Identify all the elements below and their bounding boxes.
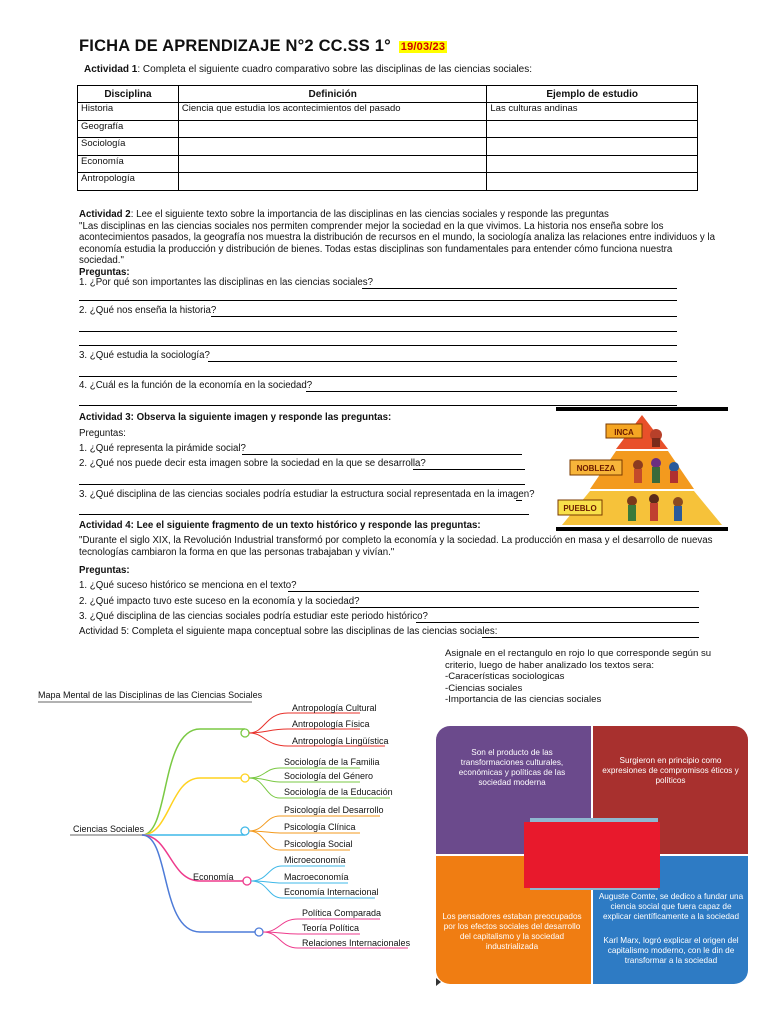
- activity4-question-2: 2. ¿Qué impacto tuvo este suceso en la economía y la sociedad?: [79, 596, 360, 607]
- date-badge: 19/03/23: [400, 41, 446, 53]
- activity2-question-2: 2. ¿Qué nos enseña la historia?: [79, 305, 217, 316]
- branch-node: [241, 774, 249, 782]
- table-row: [78, 173, 698, 191]
- table-cell[interactable]: [178, 155, 486, 173]
- branch-line: [142, 729, 245, 835]
- mindmap-leaf: Teoría Política: [302, 923, 360, 933]
- quadrant-text-top-right: Surgieron en principio como expresiones de compromisos éticos y políticos: [602, 756, 739, 785]
- mindmap-leaf: Sociología de la Familia: [284, 757, 380, 767]
- answer-line[interactable]: [79, 331, 677, 332]
- activity4-question-3: 3. ¿Qué disciplina de las ciencias sociales podría estudiar este periodo histórico?: [79, 611, 428, 622]
- answer-line[interactable]: [350, 607, 699, 608]
- answer-line[interactable]: [79, 345, 677, 346]
- activity2-questions-label: Preguntas:: [79, 266, 130, 278]
- branch-line: [142, 778, 245, 835]
- people-figure-icon: [649, 494, 659, 504]
- answer-line[interactable]: [79, 405, 677, 406]
- activity2-quote: "Las disciplinas en las ciencias sociales nos permiten comprender mejor la sociedad en la que vivimos. La historia nos enseña sobre los acontecimientos pasados, la geografía nos muestra la distribución de recursos en el mundo, la sociología analiza las relaciones entre individuos y la economía estudia la producción y distribución de bienes. Todas estas disciplinas son fundamentales para entender cómo funciona nuestra sociedad.": [79, 220, 715, 267]
- assign-option: -Importancia de las ciencias sociales: [445, 694, 602, 706]
- activity1-label: Actividad 1: [84, 64, 138, 75]
- branch-line: [142, 835, 255, 932]
- activity5-instruction: Actividad 5: Completa el siguiente mapa conceptual sobre las disciplinas de las ciencias sociales:: [79, 626, 498, 637]
- activity3-label: Actividad 3: Observa la siguiente imagen y responde las preguntas: [79, 412, 389, 423]
- table-cell: Historia: [78, 103, 179, 121]
- people-figure-icon: [673, 497, 683, 507]
- quadrant-text-bottom-right-2: Karl Marx, logró explicar el origen del capitalismo moderno, con le din de transformar a la sociedad: [603, 936, 739, 965]
- answer-line[interactable]: [362, 288, 677, 289]
- table-row: [78, 155, 698, 173]
- pyramid-label-inca: INCA: [614, 428, 634, 437]
- answer-line[interactable]: [79, 514, 529, 515]
- branch-node: [255, 928, 263, 936]
- activity3-question-2: 2. ¿Qué nos puede decir esta imagen sobre la sociedad en la que se desarrolla?: [79, 458, 426, 469]
- noble-figure-icon: [669, 462, 679, 472]
- mindmap-leaf: Antropología Lingüística: [292, 736, 389, 746]
- table-header-cell: Ejemplo de estudio: [487, 86, 698, 103]
- answer-line[interactable]: [79, 300, 677, 301]
- noble-figure-icon: [651, 458, 661, 468]
- table-row: [78, 120, 698, 138]
- mindmap-branch-economia: Economía: [193, 872, 234, 882]
- concept-quadrants: [436, 726, 748, 984]
- mindmap-leaf: Economía Internacional: [284, 887, 379, 897]
- red-answer-rectangle[interactable]: [524, 822, 660, 888]
- answer-line[interactable]: [79, 484, 525, 485]
- table-cell[interactable]: [487, 120, 698, 138]
- activity4-questions-label: Preguntas:: [79, 565, 130, 576]
- answer-line[interactable]: [242, 454, 522, 455]
- table-cell: Antropología: [78, 173, 179, 191]
- table-row: [78, 103, 698, 121]
- assign-block: [445, 648, 745, 706]
- mindmap-leaf: Antropología Cultural: [292, 703, 377, 713]
- activity2-question-3: 3. ¿Qué estudia la sociología?: [79, 350, 210, 361]
- people-figure-body-icon: [674, 506, 682, 521]
- quadrant-text-top-left: Son el producto de las transformaciones culturales, económicas y políticas de las sociedad moderna: [458, 748, 566, 787]
- activity1-instruction: [84, 64, 532, 75]
- activity1-text: : Completa el siguiente cuadro comparativo sobre las disciplinas de las ciencias sociales:: [137, 64, 533, 75]
- table-cell: Sociología: [78, 138, 179, 156]
- noble-figure-body-icon: [634, 469, 642, 483]
- branch-node: [241, 729, 249, 737]
- mindmap-leaf: Sociología del Género: [284, 771, 374, 781]
- assign-option: -Ciencias sociales: [445, 682, 523, 694]
- activity3-questions-label: Preguntas:: [79, 428, 126, 439]
- branch-node: [241, 827, 249, 835]
- leaf-line: [249, 729, 360, 733]
- mindmap-leaf: Psicología del Desarrollo: [284, 805, 384, 815]
- table-cell[interactable]: [178, 120, 486, 138]
- mindmap-leaf: Psicología Social: [284, 839, 353, 849]
- mindmap-leaf: Psicología Clínica: [284, 822, 356, 832]
- mindmap-leaf: Antropología Física: [292, 719, 370, 729]
- activity2-text: : Lee el siguiente texto sobre la importancia de las disciplinas en las ciencias sociales y responde las preguntas: [130, 209, 609, 220]
- people-figure-body-icon: [650, 503, 658, 521]
- activity2-question-4: 4. ¿Cuál es la función de la economía en la sociedad?: [79, 380, 313, 391]
- activity2-question-1: 1. ¿Por qué son importantes las disciplinas en las ciencias sociales?: [79, 277, 374, 288]
- noble-figure-body-icon: [670, 471, 678, 483]
- table-header-cell: Definición: [178, 86, 486, 103]
- activity3-question-1: 1. ¿Qué representa la pirámide social?: [79, 443, 246, 454]
- table-cell: Geografía: [78, 120, 179, 138]
- mindmap-leaf: Relaciones Internacionales: [302, 938, 411, 948]
- mindmap-leaf: Sociología de la Educación: [284, 787, 393, 797]
- pyramid-label-pueblo: PUEBLO: [563, 504, 597, 513]
- mindmap-leaf: Macroeconomía: [284, 872, 349, 882]
- table-cell[interactable]: [178, 173, 486, 191]
- answer-line[interactable]: [288, 591, 699, 592]
- answer-line[interactable]: [482, 637, 699, 638]
- noble-figure-body-icon: [652, 467, 660, 483]
- assign-intro: Asignale en el rectangulo en rojo lo que corresponde según su criterio, luego de haber analizado los textos sera:: [445, 648, 712, 671]
- activity4-question-1: 1. ¿Qué suceso histórico se menciona en el texto?: [79, 580, 297, 591]
- answer-line[interactable]: [413, 469, 525, 470]
- table-row: [78, 138, 698, 156]
- answer-line[interactable]: [79, 376, 677, 377]
- activity4-quote: "Durante el siglo XIX, la Revolución Industrial transformó por completo la economía y la sociedad. La producción en masa y el desarrollo de nuevas tecnologías cambiaron la forma en que las personas trabajaban y vivían.": [79, 535, 713, 558]
- people-figure-body-icon: [628, 505, 636, 521]
- table-cell: Economía: [78, 155, 179, 173]
- answer-line[interactable]: [416, 622, 699, 623]
- mindmap-root: Ciencias Sociales: [73, 824, 145, 834]
- activity3-question-3: 3. ¿Qué disciplina de las ciencias sociales podría estudiar la estructura social representada en la imagen?: [79, 489, 535, 500]
- cursor-arrow-icon: [436, 978, 441, 986]
- title-text: FICHA DE APRENDIZAJE N°2 CC.SS 1°: [79, 37, 391, 55]
- image-border-top: [556, 407, 728, 411]
- image-border-bottom: [556, 527, 728, 531]
- answer-line[interactable]: [211, 316, 677, 317]
- table-cell[interactable]: Ciencia que estudia los acontecimientos del pasado: [178, 103, 486, 121]
- activity2-block: [79, 209, 719, 279]
- activity2-instruction: [79, 209, 719, 221]
- answer-line[interactable]: [516, 500, 522, 501]
- activity4-instruction: Actividad 4: Lee el siguiente fragmento de un texto histórico y responde las preguntas:: [79, 520, 481, 531]
- social-pyramid-image: [556, 407, 728, 531]
- mindmap-leaf: Microeconomía: [284, 855, 346, 865]
- page-title: [79, 37, 447, 56]
- mindmap-leaf: Política Comparada: [302, 908, 382, 918]
- table-cell[interactable]: [487, 155, 698, 173]
- table-cell[interactable]: Las culturas andinas: [487, 103, 698, 121]
- answer-line[interactable]: [306, 391, 677, 392]
- noble-figure-icon: [633, 460, 643, 470]
- mindmap-title: Mapa Mental de las Disciplinas de las Ciencias Sociales: [38, 690, 263, 700]
- pyramid-label-nobleza: NOBLEZA: [576, 464, 616, 473]
- table-header-row: [78, 86, 698, 103]
- assign-option: -Caracerísticas sociologicas: [445, 671, 565, 683]
- quadrant-text-bottom-left: Los pensadores estaban preocupados por los efectos sociales del desarrollo del capitalismo y la sociedad industrializada: [442, 912, 582, 951]
- table-cell[interactable]: [487, 138, 698, 156]
- branch-node: [243, 877, 251, 885]
- table-cell[interactable]: [178, 138, 486, 156]
- comparison-table: [77, 85, 698, 191]
- table-cell[interactable]: [487, 173, 698, 191]
- activity2-label: Actividad 2: [79, 209, 131, 220]
- answer-line[interactable]: [208, 361, 677, 362]
- people-figure-icon: [627, 496, 637, 506]
- quadrant-text-bottom-right-1: Auguste Comte, se dedico a fundar una ciencia social que fuera capaz de explicar científicamente a la sociedad: [598, 892, 744, 921]
- activity3-instruction: Actividad 3: Observa la siguiente imagen y responde las preguntas:: [79, 412, 392, 423]
- activity4-label: Actividad 4: Lee el siguiente fragmento de un texto histórico y responde las preguntas: [79, 520, 478, 531]
- table-header-cell: Disciplina: [78, 86, 179, 103]
- inca-figure-body-icon: [652, 438, 660, 447]
